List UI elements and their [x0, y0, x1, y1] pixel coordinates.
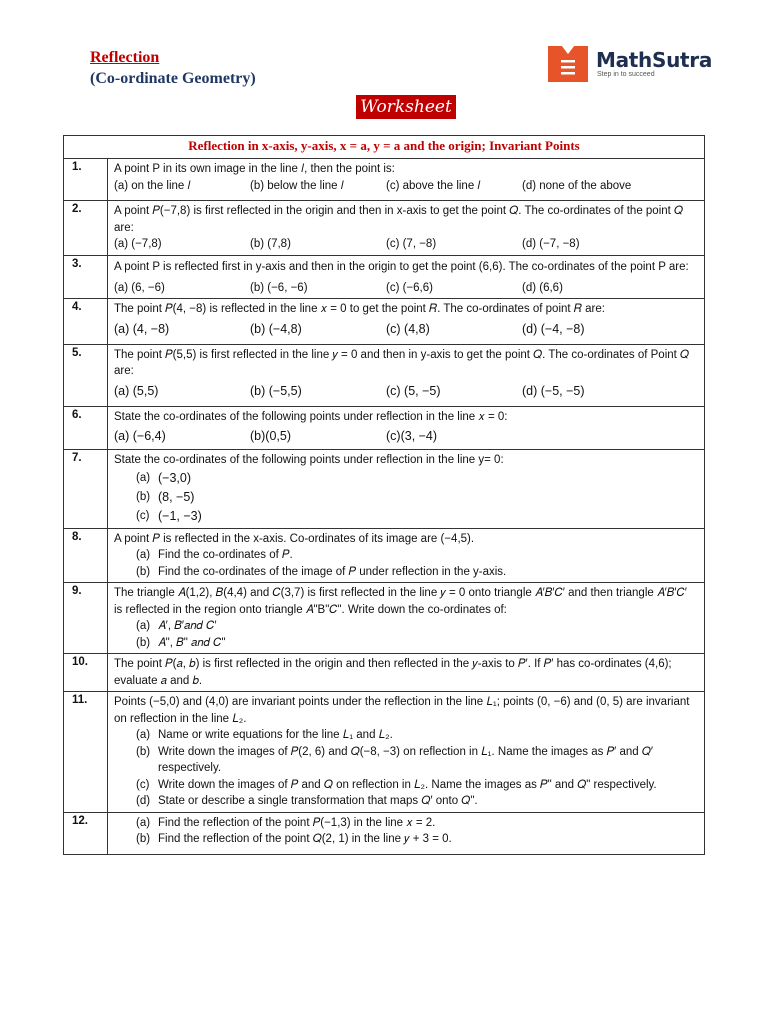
question-number: 1. — [64, 159, 108, 201]
sub-question-text: Write down the images of 𝑃(2, 6) and 𝑄(−8, −3) on reflection in 𝐿₁. Name the images as 𝑃′ and 𝑄′ respectively. — [158, 745, 654, 774]
worksheet-label: Worksheet — [356, 95, 456, 119]
sub-question-text: (−1, −3) — [158, 508, 202, 523]
sub-question — [136, 815, 698, 832]
sub-question-text: Name or write equations for the line 𝐿₁ and 𝐿₂. — [158, 729, 393, 741]
sub-question-label: (a) — [136, 816, 151, 829]
question-content — [108, 528, 705, 583]
question-text: A point 𝑃(−7,8) is first reflected in the origin and then in x-axis to get the point 𝑄. The co-ordinates of the point 𝑄 are: — [114, 205, 684, 234]
table-heading: Reflection in x-axis, y-axis, x = a, y = a and the origin; Invariant Points — [64, 136, 705, 159]
sub-question-text: State or describe a single transformation that maps 𝑄′ onto 𝑄". — [158, 795, 478, 807]
question-text: The point 𝑃(𝑎, 𝑏) is first reflected in the origin and then reflected in the 𝑦-axis to 𝑃′. If 𝑃′ has co-ordinates (4,6); evaluate 𝑎 and 𝑏. — [114, 658, 672, 687]
logo-tagline: Step in to succeed — [597, 71, 655, 78]
answer-options — [114, 236, 698, 253]
sub-question-label: (a) — [136, 620, 151, 632]
sub-questions — [114, 547, 698, 580]
answer-options — [114, 318, 698, 340]
question-content — [108, 299, 705, 345]
sub-question-text: 𝐴", 𝐵" 𝑎𝑛𝑑 𝐶" — [158, 636, 226, 649]
sub-question-label: (a) — [136, 471, 151, 484]
question-row — [64, 406, 705, 450]
sub-question — [136, 777, 698, 794]
sub-question-text: Find the co-ordinates of the image of 𝑃 under reflection in the y-axis. — [158, 565, 507, 578]
answer-option: (d) (6,6) — [522, 281, 563, 294]
question-content — [108, 406, 705, 450]
question-row — [64, 528, 705, 583]
answer-option: (d) (−4, −8) — [522, 321, 585, 336]
question-content — [108, 654, 705, 692]
sub-question — [136, 488, 698, 507]
question-text: The point 𝑃(4, −8) is reflected in the line 𝑥 = 0 to get the point 𝑅. The co-ordinates of point 𝑅 are: — [114, 303, 605, 315]
question-text: State the co-ordinates of the following points under reflection in the line y= 0: — [114, 454, 504, 466]
question-row — [64, 692, 705, 813]
question-row — [64, 450, 705, 529]
question-number: 8. — [64, 528, 108, 583]
sub-question-text: Find the reflection of the point 𝑃(−1,3) in the line 𝑥 = 2. — [158, 816, 436, 829]
question-content — [108, 450, 705, 529]
question-text: State the co-ordinates of the following points under reflection in the line 𝑥 = 0: — [114, 410, 508, 423]
answer-option: (a) (5,5) — [114, 383, 159, 398]
question-row — [64, 344, 705, 406]
question-text: A point P in its own image in the line 𝑙, then the point is: — [114, 163, 395, 175]
sub-question-label: (b) — [136, 833, 151, 845]
question-number: 3. — [64, 255, 108, 299]
sub-question-label: (b) — [136, 745, 151, 758]
question-number: 7. — [64, 450, 108, 529]
sub-question-label: (b) — [136, 490, 151, 503]
answer-option: (c) (4,8) — [386, 321, 430, 336]
question-row — [64, 255, 705, 299]
mathsutra-logo — [548, 46, 713, 82]
question-row — [64, 583, 705, 654]
sub-question-label: (b) — [136, 636, 151, 649]
question-table — [63, 135, 705, 855]
question-number: 9. — [64, 583, 108, 654]
answer-option: (a) (4, −8) — [114, 321, 170, 336]
sub-question-label: (c) — [136, 778, 150, 791]
page-subtitle: (Co-ordinate Geometry) — [90, 70, 256, 87]
answer-option: (d) none of the above — [522, 179, 632, 192]
sub-question-label: (b) — [136, 565, 151, 578]
question-text: A point P is reflected first in y-axis and then in the origin to get the point (6,6). The co-ordinates of the point P are: — [114, 260, 689, 273]
sub-question-text: Find the reflection of the point 𝑄(2, 1) in the line 𝑦 + 3 = 0. — [158, 833, 452, 845]
sub-questions — [114, 727, 698, 810]
question-row — [64, 299, 705, 345]
answer-option: (d) (−7, −8) — [522, 238, 580, 250]
answer-option: (d) (−5, −5) — [522, 383, 585, 398]
sub-questions — [114, 618, 698, 651]
answer-options — [114, 425, 698, 447]
sub-question-text: 𝐴′, 𝐵′𝑎𝑛𝑑 𝐶′ — [158, 620, 217, 632]
table-heading-row — [64, 136, 705, 159]
question-content — [108, 692, 705, 813]
answer-option: (a) (−6,4) — [114, 429, 166, 443]
question-content — [108, 812, 705, 854]
page-title: Reflection — [90, 49, 160, 66]
answer-option: (b) (7,8) — [250, 238, 291, 250]
sub-question — [136, 793, 698, 810]
answer-option: (c)(3, −4) — [386, 429, 438, 443]
question-number: 2. — [64, 201, 108, 256]
answer-options — [114, 380, 698, 402]
question-text: The point 𝑃(5,5) is first reflected in the line 𝑦 = 0 and then in y-axis to get the point 𝑄. The co-ordinates of Point 𝑄 are: — [114, 348, 690, 377]
question-content — [108, 344, 705, 406]
sub-question-text: (−3,0) — [158, 470, 192, 485]
answer-option: (a) on the line 𝑙 — [114, 179, 191, 192]
answer-option: (b) below the line 𝑙 — [250, 179, 344, 192]
sub-question — [136, 618, 698, 635]
answer-option: (c) (5, −5) — [386, 383, 441, 398]
question-number: 6. — [64, 406, 108, 450]
logo-brand-name: MathSutra — [596, 48, 713, 72]
question-text: The triangle 𝐴(1,2), 𝐵(4,4) and 𝐶(3,7) is first reflected in the line 𝑦 = 0 onto triangle 𝐴′𝐵′𝐶′ and then triangle 𝐴′𝐵′𝐶′ is reflected in the region onto triangle 𝐴"B"𝐶". Write down the co-ordinates of: — [114, 587, 687, 616]
sub-question-text: Write down the images of 𝑃 and 𝑄 on reflection in 𝐿₂. Name the images as 𝑃" and 𝑄" respectively. — [158, 778, 657, 791]
question-row — [64, 812, 705, 854]
sub-question — [136, 727, 698, 744]
sub-question — [136, 564, 698, 581]
answer-option: (b) (−4,8) — [250, 321, 302, 336]
sub-question — [136, 635, 698, 652]
question-text: A point 𝑃 is reflected in the x-axis. Co-ordinates of its image are (−4,5). — [114, 532, 475, 545]
title-block — [90, 48, 256, 90]
sub-question-label: (c) — [136, 509, 150, 522]
sub-questions — [114, 469, 698, 526]
sub-question-text: Find the co-ordinates of 𝑃. — [158, 549, 293, 561]
sub-question — [136, 469, 698, 488]
question-number: 10. — [64, 654, 108, 692]
answer-options — [114, 178, 698, 195]
question-row — [64, 201, 705, 256]
answer-option: (a) (6, −6) — [114, 281, 165, 294]
question-text: Points (−5,0) and (4,0) are invariant points under the reflection in the line 𝐿₁; points (0, −6) and (0, 5) are invariant on reflection in the line 𝐿₂. — [114, 696, 690, 725]
question-content — [108, 159, 705, 201]
answer-option: (b)(0,5) — [250, 429, 291, 443]
answer-option: (b) (−5,5) — [250, 383, 302, 398]
mathsutra-logo-icon — [548, 46, 588, 82]
answer-option: (c) above the line 𝑙 — [386, 179, 481, 192]
question-content — [108, 583, 705, 654]
question-number: 12. — [64, 812, 108, 854]
question-number: 11. — [64, 692, 108, 813]
question-number: 5. — [64, 344, 108, 406]
sub-question-label: (d) — [136, 795, 151, 807]
sub-question — [136, 831, 698, 848]
question-row — [64, 159, 705, 201]
answer-option: (c) (7, −8) — [386, 238, 437, 250]
sub-question-text: (8, −5) — [158, 489, 195, 504]
sub-question-label: (a) — [136, 729, 151, 741]
answer-options — [114, 280, 698, 297]
sub-questions — [114, 815, 698, 848]
question-content — [108, 201, 705, 256]
sub-question — [136, 547, 698, 564]
sub-question — [136, 507, 698, 526]
question-content — [108, 255, 705, 299]
sub-question — [136, 744, 698, 777]
question-number: 4. — [64, 299, 108, 345]
answer-option: (a) (−7,8) — [114, 238, 162, 250]
question-row — [64, 654, 705, 692]
answer-option: (b) (−6, −6) — [250, 281, 308, 294]
sub-question-label: (a) — [136, 549, 151, 561]
answer-option: (c) (−6,6) — [386, 281, 433, 294]
